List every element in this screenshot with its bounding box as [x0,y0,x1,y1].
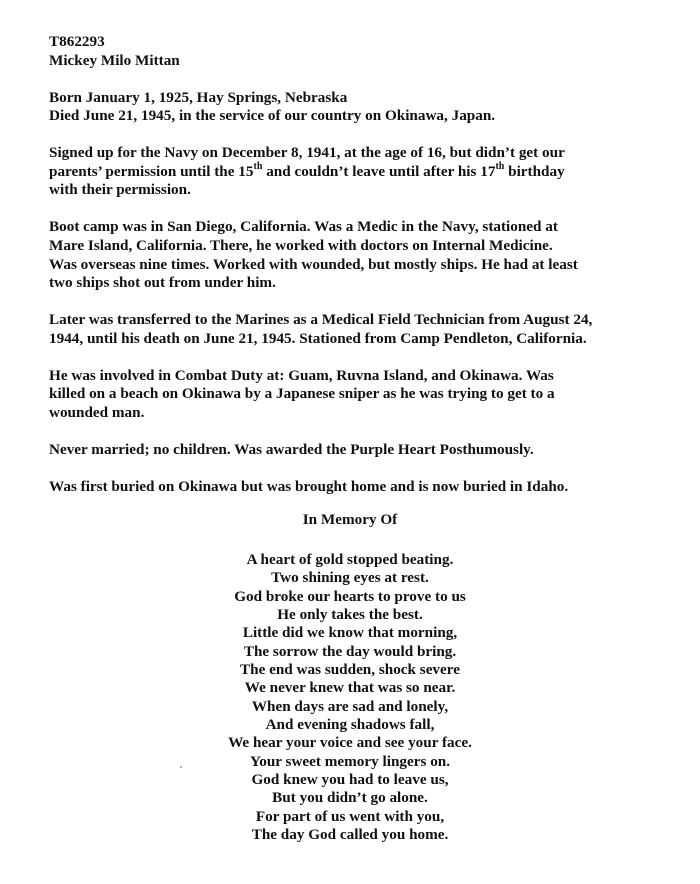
poem-line: The end was sudden, shock severe [240,661,460,679]
enlistment-text: parents’ permission until the 15 [49,162,254,180]
burial-line: Was first buried on Okinawa but was brought home and is now buried in Idaho. [49,477,569,495]
bootcamp-line: two ships shot out from under him. [49,274,276,292]
born-line: Born January 1, 1925, Hay Springs, Nebraska [49,88,348,106]
vitals-paragraph [49,89,679,126]
biography-section [49,33,679,515]
record-id: T862293 [49,33,105,50]
transfer-line: 1944, until his death on June 21, 1945. Stationed from Camp Pendleton, California. [49,329,587,347]
bootcamp-paragraph [49,218,679,292]
poem-line: We never knew that was so near. [244,679,456,697]
combat-line: He was involved in Combat Duty at: Guam, Ruvna Island, and Okinawa. Was [49,366,554,384]
poem-line: Two shining eyes at rest. [271,569,429,587]
transfer-paragraph [49,311,679,348]
family-paragraph [49,441,679,460]
scan-speck [180,766,182,768]
enlistment-line: with their permission. [49,181,191,199]
poem-line: Your sweet memory lingers on. [249,752,451,770]
poem-line: God knew you had to leave us, [251,771,449,789]
poem-line: When days are sad and lonely, [251,697,449,715]
poem-line: The sorrow the day would bring. [243,642,457,660]
enlistment-line: Signed up for the Navy on December 8, 1941, at the age of 16, but didn’t get our [49,144,565,162]
burial-paragraph [49,478,679,497]
ordinal-suffix: th [495,160,505,172]
transfer-line: Later was transferred to the Marines as a Medical Field Technician from August 24, [49,311,593,329]
poem-line: God broke our hearts to prove to us [234,587,466,605]
family-line: Never married; no children. Was awarded the Purple Heart Posthumously. [49,440,534,458]
poem-line: And evening shadows fall, [265,716,435,734]
bootcamp-line: Was overseas nine times. Worked with wounded, but mostly ships. He had at least [49,255,578,273]
enlistment-text: and couldn’t leave until after his 17 [262,162,496,180]
poem-line: Little did we know that morning, [242,624,458,642]
poem-line: We hear your voice and see your face. [228,734,472,752]
died-line: Died June 21, 1945, in the service of our country on Okinawa, Japan. [49,107,496,125]
poem-line: He only takes the best. [277,606,423,624]
enlistment-paragraph [49,144,679,200]
poem-title: In Memory Of [302,511,398,528]
poem-line: But you didn’t go alone. [272,789,428,807]
person-name: Mickey Milo Mittan [49,51,180,69]
bootcamp-line: Boot camp was in San Diego, California. Was a Medic in the Navy, stationed at [49,218,558,236]
poem-line: For part of us went with you, [255,807,445,825]
enlistment-text: birthday [504,162,565,180]
ordinal-suffix: th [253,160,263,172]
combat-line: wounded man. [49,403,145,421]
combat-paragraph [49,367,679,423]
header-block [49,33,679,70]
bootcamp-line: Mare Island, California. There, he worked with doctors on Internal Medicine. [49,236,553,254]
poem-line: A heart of gold stopped beating. [246,551,454,568]
memorial-poem [0,551,700,845]
combat-line: killed on a beach on Okinawa by a Japanese sniper as he was trying to get to a [49,385,555,403]
poem-line: The day God called you home. [251,826,449,844]
enlistment-line [49,160,679,182]
